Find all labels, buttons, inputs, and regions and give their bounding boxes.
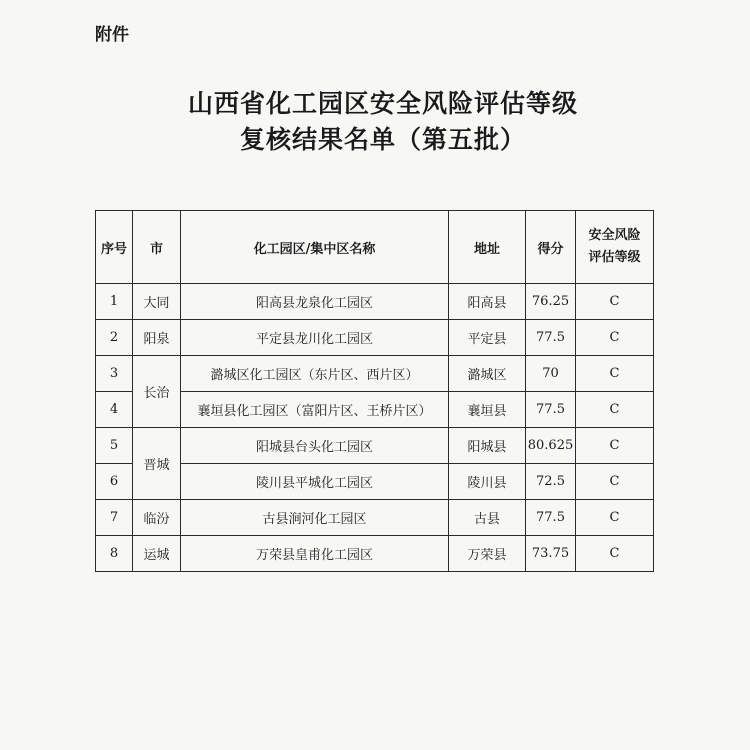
cell-address: 阳高县 xyxy=(449,284,526,320)
header-park-name: 化工园区/集中区名称 xyxy=(181,211,449,284)
cell-address: 万荣县 xyxy=(449,536,526,572)
cell-score: 77.5 xyxy=(526,500,576,536)
header-risk-level-line-1: 安全风险 xyxy=(588,228,641,243)
cell-seq: 1 xyxy=(96,284,133,320)
table-row xyxy=(96,500,654,536)
header-risk-level-line-2: 评估等级 xyxy=(588,250,641,265)
cell-seq: 6 xyxy=(96,464,133,500)
cell-address: 阳城县 xyxy=(449,428,526,464)
annex-label: 附件 xyxy=(95,25,129,45)
table-row xyxy=(96,536,654,572)
cell-score: 73.75 xyxy=(526,536,576,572)
cell-risk-level: C xyxy=(576,356,654,392)
cell-park-name: 万荣县皇甫化工园区 xyxy=(181,536,449,572)
cell-city: 长治 xyxy=(133,356,181,428)
cell-risk-level: C xyxy=(576,428,654,464)
cell-score: 77.5 xyxy=(526,320,576,356)
cell-park-name: 平定县龙川化工园区 xyxy=(181,320,449,356)
table-row xyxy=(96,356,654,392)
cell-score: 76.25 xyxy=(526,284,576,320)
cell-risk-level: C xyxy=(576,464,654,500)
table-row xyxy=(96,320,654,356)
title-line-1: 山西省化工园区安全风险评估等级 xyxy=(187,89,578,118)
table-header-row xyxy=(96,211,654,284)
cell-seq: 8 xyxy=(96,536,133,572)
cell-score: 72.5 xyxy=(526,464,576,500)
cell-city: 阳泉 xyxy=(133,320,181,356)
cell-score: 80.625 xyxy=(526,428,576,464)
cell-seq: 2 xyxy=(96,320,133,356)
results-table xyxy=(95,210,654,572)
cell-risk-level: C xyxy=(576,284,654,320)
cell-park-name: 阳城县台头化工园区 xyxy=(181,428,449,464)
cell-risk-level: C xyxy=(576,392,654,428)
cell-risk-level: C xyxy=(576,536,654,572)
header-city: 市 xyxy=(133,211,181,284)
document-title xyxy=(0,86,750,158)
table-row xyxy=(96,428,654,464)
cell-city: 晋城 xyxy=(133,428,181,500)
cell-park-name: 阳高县龙泉化工园区 xyxy=(181,284,449,320)
cell-seq: 4 xyxy=(96,392,133,428)
cell-seq: 3 xyxy=(96,356,133,392)
cell-park-name: 襄垣县化工园区（富阳片区、王桥片区） xyxy=(181,392,449,428)
cell-risk-level: C xyxy=(576,500,654,536)
cell-city: 运城 xyxy=(133,536,181,572)
cell-address: 潞城区 xyxy=(449,356,526,392)
title-line-2: 复核结果名单（第五批） xyxy=(239,125,526,154)
cell-seq: 7 xyxy=(96,500,133,536)
cell-address: 襄垣县 xyxy=(449,392,526,428)
cell-city: 大同 xyxy=(133,284,181,320)
cell-park-name: 陵川县平城化工园区 xyxy=(181,464,449,500)
cell-score: 77.5 xyxy=(526,392,576,428)
cell-address: 古县 xyxy=(449,500,526,536)
cell-address: 平定县 xyxy=(449,320,526,356)
cell-seq: 5 xyxy=(96,428,133,464)
header-seq: 序号 xyxy=(96,211,133,284)
cell-park-name: 古县涧河化工园区 xyxy=(181,500,449,536)
header-address: 地址 xyxy=(449,211,526,284)
header-risk-level xyxy=(576,211,654,284)
cell-park-name: 潞城区化工园区（东片区、西片区） xyxy=(181,356,449,392)
cell-score: 70 xyxy=(526,356,576,392)
header-score: 得分 xyxy=(526,211,576,284)
cell-city: 临汾 xyxy=(133,500,181,536)
cell-risk-level: C xyxy=(576,320,654,356)
cell-address: 陵川县 xyxy=(449,464,526,500)
table-row xyxy=(96,284,654,320)
